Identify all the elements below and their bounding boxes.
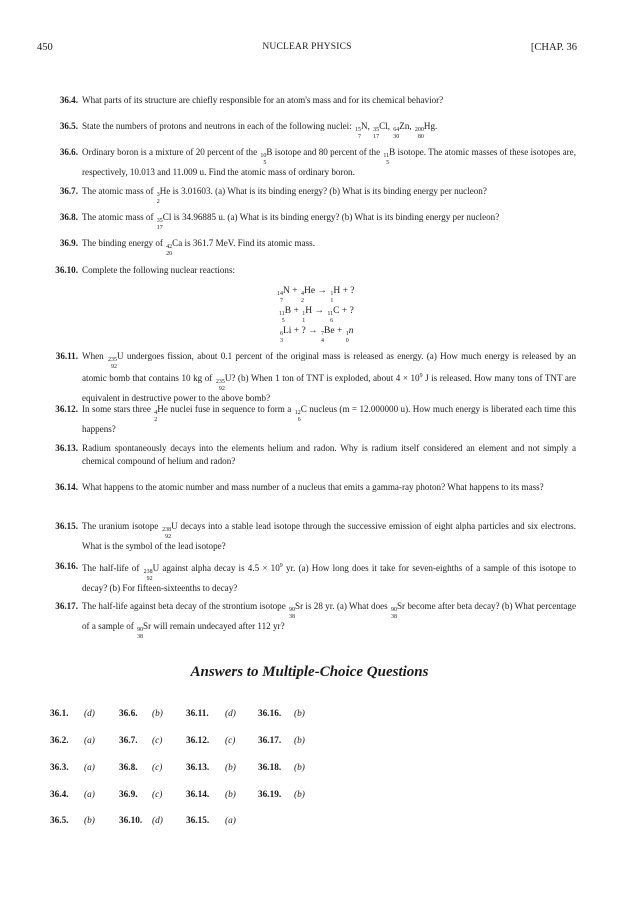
- nuclide-indices: 11 5: [383, 153, 390, 166]
- problem-number: 36.13.: [55, 443, 78, 453]
- problem-number: 36.10.: [55, 265, 78, 275]
- nuclide-indices: 238 92: [162, 527, 172, 540]
- nuclide-indices: 35 17: [156, 218, 163, 231]
- nuclide-indices: 90 38: [289, 607, 296, 620]
- problem-number: 36.9.: [59, 238, 78, 248]
- problem-number: 36.7.: [59, 186, 78, 196]
- problem-text: The binding energy of 42 20 Ca is 361.7 MeV. Find its atomic mass.: [82, 238, 315, 257]
- answer-number: 36.1.: [50, 709, 69, 719]
- answer-number: 36.11.: [186, 709, 209, 719]
- answer-choice: (a): [225, 816, 236, 826]
- problem-text: In some stars three 4 2 He nuclei fuse in sequence to form a 12 6 C nucleus (m = 12.000000 u). How much energy is liberated each time this happens?: [82, 404, 576, 434]
- answer-choice: (b): [294, 763, 305, 773]
- answer-number: 36.12.: [186, 736, 210, 746]
- problem-number: 36.4.: [59, 95, 78, 105]
- problem-number: 36.6.: [59, 147, 78, 157]
- answer-choice: (d): [152, 816, 163, 826]
- answer-choice: (b): [294, 736, 305, 746]
- answer-number: 36.17.: [258, 736, 282, 746]
- answers-heading: Answers to Multiple-Choice Questions: [190, 664, 429, 680]
- nuclide-indices: 12 6: [294, 410, 301, 423]
- answer-number: 36.16.: [258, 709, 282, 719]
- nuclide-indices: 90 38: [137, 627, 144, 640]
- problem-number: 36.5.: [59, 121, 78, 131]
- answer-choice: (d): [225, 709, 236, 719]
- answer-choice: (b): [225, 790, 236, 800]
- problem-text: What happens to the atomic number and mass number of a nucleus that emits a gamma-ray photon? What happens to its mass?: [82, 482, 544, 492]
- problem-text: Radium spontaneously decays into the elements helium and radon. Why is radium itself considered an element and not simply a chemical compound of helium and radon?: [82, 443, 576, 466]
- reaction-2: 11 5 B + 1 1 H → 11 6 C + ?: [279, 306, 354, 324]
- problem-text: When 235 92 U undergoes fission, about 0.1 percent of the original mass is released as energy. (a) How much energy is released by an atomic bomb that contains 10 kg of 235 92 U? (b) When 1 ton of TNT is exploded, about $4 \times 10^9$ J is released. How many tons of TNT are equivalent in destructive power to the above bomb?: [82, 351, 576, 404]
- nuclide-indices: 4 2: [154, 410, 158, 423]
- nuclide-indices: 15 7: [355, 127, 361, 140]
- reaction-1: 14 7 N + 4 2 He → 1 1 H + ?: [277, 286, 355, 304]
- nuclide-indices: 35 17: [373, 127, 380, 140]
- answer-number: 36.18.: [258, 763, 282, 773]
- answer-number: 36.14.: [186, 790, 210, 800]
- page-number: 450: [37, 42, 53, 53]
- problem-text: The uranium isotope 238 92 U decays into a stable lead isotope through the successive emission of eight alpha particles and six electrons. What is the symbol of the lead isotope?: [82, 521, 576, 551]
- nuclide-indices: 235 92: [215, 379, 225, 392]
- nuclide-indices: 90 38: [391, 607, 397, 620]
- problem-text: The atomic mass of 3 2 He is 3.01603. (a) What is its binding energy? (b) What is its binding energy per nucleon?: [82, 186, 487, 205]
- answer-number: 36.4.: [50, 790, 69, 800]
- answer-choice: (a): [84, 736, 95, 746]
- answer-number: 36.5.: [50, 816, 69, 826]
- answer-choice: (b): [84, 816, 95, 826]
- answer-number: 36.9.: [119, 790, 138, 800]
- answer-number: 36.3.: [50, 763, 69, 773]
- answer-choice: (b): [294, 790, 305, 800]
- answer-number: 36.7.: [119, 736, 138, 746]
- problem-text: State the numbers of protons and neutrons in each of the following nuclei: 15 7 N, 35 17 Cl, 64 30 Zn, 200 80 Hg.: [82, 121, 438, 140]
- problem-number: 36.15.: [55, 521, 78, 531]
- chapter-label: [CHAP. 36: [530, 42, 577, 53]
- answer-number: 36.19.: [258, 790, 282, 800]
- answer-choice: (c): [225, 736, 236, 746]
- problem-number: 36.17.: [55, 601, 78, 611]
- nuclide-indices: 10 5: [260, 153, 267, 166]
- problem-text: Complete the following nuclear reactions:: [82, 265, 236, 275]
- problem-text: The half-life of 238 92 U against alpha decay is $4.5 \times 10^9$ yr. (a) How long does it take for seven-eighths of a sample of this isotope to decay? (b) For fifteen-sixteenths to decay?: [82, 563, 576, 594]
- answer-choice: (c): [152, 763, 163, 773]
- problem-number: 36.11.: [55, 351, 78, 361]
- page-header: [37, 42, 577, 56]
- nuclide-indices: 238 92: [143, 569, 153, 582]
- answer-number: 36.15.: [186, 816, 210, 826]
- answer-choice: (c): [152, 790, 163, 800]
- answer-number: 36.13.: [186, 763, 210, 773]
- answer-number: 36.8.: [119, 763, 138, 773]
- problem-number: 36.16.: [55, 561, 78, 571]
- problem-text: The half-life against beta decay of the strontium isotope 90 38 Sr is 28 yr. (a) What does 90 38 Sr become after beta decay? (b) What percentage of a sample of 90 38 Sr will remain undecayed after 112 yr?: [82, 601, 576, 640]
- problem-number: 36.8.: [59, 212, 78, 222]
- answer-choice: (b): [294, 709, 305, 719]
- nuclide-indices: 42 20: [166, 244, 173, 257]
- nuclide-indices: 64 30: [393, 127, 400, 140]
- problem-number: 36.14.: [55, 482, 78, 492]
- answer-choice: (a): [84, 790, 95, 800]
- nuclide-indices: 3 2: [156, 192, 160, 205]
- answer-choice: (c): [152, 736, 163, 746]
- answer-choice: (b): [225, 763, 236, 773]
- problem-text: The atomic mass of 35 17 Cl is 34.96885 u. (a) What is its binding energy? (b) What is its binding energy per nucleon?: [82, 212, 500, 231]
- running-title: NUCLEAR PHYSICS: [262, 42, 352, 52]
- answer-choice: (d): [84, 709, 95, 719]
- answer-number: 36.2.: [50, 736, 69, 746]
- answer-choice: (a): [84, 763, 95, 773]
- nuclide-indices: 235 92: [108, 357, 118, 370]
- reaction-3: 6 3 Li + ? → 7 4 Be + 1 0 n: [280, 326, 354, 344]
- answer-choice: (b): [152, 709, 163, 719]
- answer-number: 36.10.: [119, 816, 143, 826]
- answer-number: 36.6.: [119, 709, 138, 719]
- problem-number: 36.12.: [55, 404, 78, 414]
- problem-text: Ordinary boron is a mixture of 20 percent of the 10 5 B isotope and 80 percent of the 11 5 B isotope. The atomic masses of these isotopes are, respectively, 10.013 and 11.009 u. Find the atomic mass of ordinary boron.: [82, 147, 576, 177]
- nuclide-indices: 200 80: [414, 127, 424, 140]
- problem-text: What parts of its structure are chiefly responsible for an atom's mass and for its chemical behavior?: [82, 95, 444, 105]
